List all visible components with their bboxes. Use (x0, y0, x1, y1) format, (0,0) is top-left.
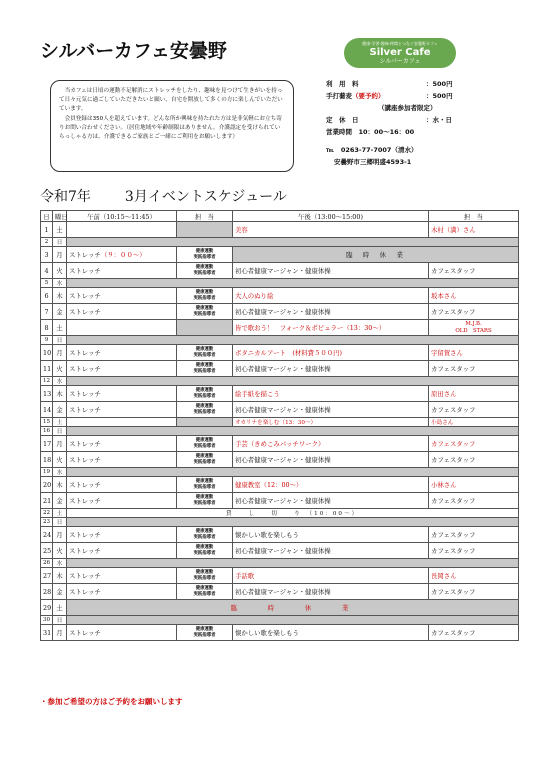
morning-staff-cell (177, 527, 233, 543)
weekday-cell: 日 (53, 616, 67, 625)
table-row (41, 402, 519, 418)
morning-activity: ストレッチ (69, 251, 101, 259)
day-cell: 7 (41, 304, 53, 320)
weekday-cell: 水 (53, 377, 67, 386)
schedule-heading (40, 186, 287, 206)
morning-cell (67, 527, 177, 543)
schedule-body (41, 222, 519, 641)
weekday-cell: 木 (53, 288, 67, 304)
morning-staff-cell (177, 568, 233, 584)
weekday-cell: 月 (53, 345, 67, 361)
morning-cell (67, 493, 177, 509)
header-morning: 午前（10:15～11:45） (67, 211, 177, 222)
table-row (41, 493, 519, 509)
morning-cell (67, 568, 177, 584)
table-row (41, 427, 519, 436)
header-morning-staff: 担 当 (177, 211, 233, 222)
instructor-label: 実践指導者 (193, 459, 216, 465)
weekday-cell: 火 (53, 543, 67, 559)
day-cell: 14 (41, 402, 53, 418)
afternoon-staff-cell: カフェスタッフ (429, 493, 519, 509)
morning-activity: ストレッチ (69, 456, 101, 464)
weekday-cell: 水 (53, 279, 67, 288)
instructor-label: 実践指導者 (193, 270, 216, 276)
afternoon-cell: 初心者健康マージャン・健康体操 (233, 402, 429, 418)
day-cell: 18 (41, 452, 53, 468)
closed-cell (67, 279, 519, 288)
instructor-label: 健康運動 (195, 494, 214, 500)
weekday-cell: 土 (53, 222, 67, 238)
weekday-cell: 土 (53, 418, 67, 427)
weekday-cell: 月 (53, 527, 67, 543)
day-cell: 2 (41, 238, 53, 247)
holiday-label: 定 休 日 (326, 116, 359, 124)
closed-cell (67, 616, 519, 625)
silver-cafe-logo (344, 38, 456, 68)
day-cell: 9 (41, 336, 53, 345)
morning-staff-cell (177, 402, 233, 418)
logo-tagline: 健康·学習·趣味·仲間とつなぐ安曇野カフェ (362, 41, 438, 46)
table-row (41, 222, 519, 238)
instructor-label: 実践指導者 (193, 409, 216, 415)
morning-cell (67, 584, 177, 600)
instructor-label: 実践指導者 (193, 575, 216, 581)
afternoon-staff-cell: カフェスタッフ (429, 527, 519, 543)
weekday-cell: 木 (53, 568, 67, 584)
instructor-label: 健康運動 (195, 569, 214, 575)
afternoon-cell: オカリナを楽しむ（13：30～） (233, 418, 429, 427)
day-cell: 25 (41, 543, 53, 559)
morning-cell (67, 345, 177, 361)
weekday-cell: 木 (53, 386, 67, 402)
heading-month: 3月イベントスケジュール (124, 189, 287, 205)
day-cell: 22 (41, 509, 53, 518)
table-row (41, 600, 519, 616)
afternoon-staff-cell: 木村（満）さん (429, 222, 519, 238)
instructor-label: 実践指導者 (193, 311, 216, 317)
intro-box (50, 80, 294, 172)
afternoon-staff-cell: カフェスタッフ (429, 402, 519, 418)
day-cell: 15 (41, 418, 53, 427)
afternoon-staff-cell: カフェスタッフ (429, 304, 519, 320)
morning-time-note: （９：００～） (100, 251, 146, 259)
day-cell: 17 (41, 436, 53, 452)
table-header-row (41, 211, 519, 222)
afternoon-cell: 初心者健康マージャン・健康体操 (233, 452, 429, 468)
weekday-cell: 金 (53, 584, 67, 600)
staff-line: M.J.B. (465, 320, 482, 327)
afternoon-cell: 初心者健康マージャン・健康体操 (233, 304, 429, 320)
day-cell: 3 (41, 247, 53, 263)
morning-cell (67, 263, 177, 279)
afternoon-staff-cell: 小林さん (429, 477, 519, 493)
weekday-cell: 火 (53, 452, 67, 468)
instructor-label: 健康運動 (195, 403, 214, 409)
header-afternoon-staff: 担 当 (429, 211, 519, 222)
day-cell: 8 (41, 320, 53, 336)
day-cell: 16 (41, 427, 53, 436)
business-hours: 営業時間 10：00～16：00 (326, 128, 415, 136)
weekday-cell: 月 (53, 247, 67, 263)
instructor-label: 健康運動 (195, 362, 214, 368)
afternoon-cell: 初心者健康マージャン・健康体操 (233, 493, 429, 509)
closed-cell (67, 559, 519, 568)
morning-staff-cell (177, 247, 233, 263)
morning-staff-cell (177, 361, 233, 377)
weekday-cell: 金 (53, 402, 67, 418)
instructor-label: 健康運動 (195, 453, 214, 459)
day-cell: 13 (41, 386, 53, 402)
afternoon-cell: ボタニカルアート (材料費５００円) (233, 345, 429, 361)
closed-cell (67, 427, 519, 436)
closed-cell (67, 336, 519, 345)
table-row (41, 263, 519, 279)
table-row (41, 377, 519, 386)
weekday-cell: 土 (53, 509, 67, 518)
instructor-label: 実践指導者 (193, 254, 216, 260)
day-cell: 4 (41, 263, 53, 279)
header-day: 日 (41, 211, 53, 222)
afternoon-cell: 手芸（きめこみパッチワーク） (233, 436, 429, 452)
table-row (41, 288, 519, 304)
instructor-label: 実践指導者 (193, 484, 216, 490)
instructor-label: 健康運動 (195, 305, 214, 311)
morning-activity: ストレッチ (69, 629, 101, 637)
weekday-cell: 月 (53, 436, 67, 452)
morning-staff-cell (177, 418, 233, 427)
afternoon-staff-cell: 原田さん (429, 386, 519, 402)
morning-staff-cell (177, 263, 233, 279)
logo-english: Silver Cafe (369, 47, 431, 58)
morning-activity: ストレッチ (69, 349, 101, 357)
afternoon-staff-cell: 坂本さん (429, 288, 519, 304)
day-cell: 29 (41, 600, 53, 616)
morning-staff-cell (177, 304, 233, 320)
table-row (41, 386, 519, 402)
day-cell: 19 (41, 468, 53, 477)
soba-value: ：500円 (426, 92, 453, 100)
instructor-label: 健康運動 (195, 387, 214, 393)
afternoon-cell: 美容 (233, 222, 429, 238)
afternoon-cell: 懐かしい歌を楽しもう (233, 625, 429, 641)
afternoon-cell: 初心者健康マージャン・健康体操 (233, 584, 429, 600)
day-cell: 24 (41, 527, 53, 543)
address: 安曇野市三郷明盛4593-1 (334, 158, 412, 166)
weekday-cell: 土 (53, 320, 67, 336)
morning-staff-cell (177, 386, 233, 402)
morning-activity: ストレッチ (69, 572, 101, 580)
table-row (41, 527, 519, 543)
table-row (41, 345, 519, 361)
day-cell: 28 (41, 584, 53, 600)
soba-label: 手打蕎麦 (326, 92, 352, 100)
day-cell: 31 (41, 625, 53, 641)
afternoon-cell: 絵手紙を描こう (233, 386, 429, 402)
table-row (41, 336, 519, 345)
morning-cell (67, 625, 177, 641)
morning-activity: ストレッチ (69, 267, 101, 275)
day-cell: 26 (41, 559, 53, 568)
table-row (41, 584, 519, 600)
schedule-table (40, 210, 519, 641)
intro-paragraph-1: 当カフェは日頃の運動不足解消にストレッチをしたり、趣味を見つけて生きがいを持って日々元気に過ごしていただきたいと願い、自宅を開放して多くの方に楽しんでいただいています。 (59, 88, 283, 113)
afternoon-cell: 皆で歌おう！ フォーク＆ポピュラー（13：30～） (233, 320, 429, 336)
staff-line: OLD STARS (455, 327, 492, 334)
instructor-label: 実践指導者 (193, 500, 216, 506)
table-row (41, 477, 519, 493)
day-cell: 30 (41, 616, 53, 625)
table-row (41, 361, 519, 377)
morning-staff-cell (177, 584, 233, 600)
table-row (41, 616, 519, 625)
weekday-cell: 火 (53, 361, 67, 377)
header-weekday: 曜日 (53, 211, 67, 222)
instructor-label: 健康運動 (195, 289, 214, 295)
morning-activity: ストレッチ (69, 440, 101, 448)
full-closed-cell: 臨 時 休 業 (67, 600, 519, 616)
afternoon-staff-cell: カフェスタッフ (429, 452, 519, 468)
table-row (41, 279, 519, 288)
weekday-cell: 木 (53, 477, 67, 493)
closed-cell (67, 518, 519, 527)
table-row (41, 247, 519, 263)
closed-cell (67, 238, 519, 247)
morning-cell (67, 402, 177, 418)
weekday-cell: 水 (53, 468, 67, 477)
closed-cell (67, 468, 519, 477)
weekday-cell: 火 (53, 263, 67, 279)
morning-cell (67, 361, 177, 377)
morning-cell (67, 304, 177, 320)
fee-value: ：500円 (426, 80, 453, 88)
instructor-label: 実践指導者 (193, 591, 216, 597)
instructor-label: 実践指導者 (193, 295, 216, 301)
day-cell: 27 (41, 568, 53, 584)
instructor-label: 実践指導者 (193, 368, 216, 374)
heading-era: 令和7年 (40, 189, 91, 205)
instructor-label: 健康運動 (195, 528, 214, 534)
instructor-label: 実践指導者 (193, 632, 216, 638)
day-cell: 20 (41, 477, 53, 493)
afternoon-cell: 初心者健康マージャン・健康体操 (233, 543, 429, 559)
table-row (41, 625, 519, 641)
instructor-label: 健康運動 (195, 437, 214, 443)
morning-cell (67, 320, 177, 336)
afternoon-cell: 初心者健康マージャン・健康体操 (233, 361, 429, 377)
morning-cell (67, 418, 177, 427)
morning-cell (67, 436, 177, 452)
morning-cell (67, 452, 177, 468)
morning-activity: ストレッチ (69, 365, 101, 373)
day-cell: 6 (41, 288, 53, 304)
instructor-label: 健康運動 (195, 626, 214, 632)
instructor-label: 健康運動 (195, 264, 214, 270)
table-row (41, 468, 519, 477)
instructor-label: 健康運動 (195, 544, 214, 550)
morning-activity: ストレッチ (69, 308, 101, 316)
weekday-cell: 金 (53, 304, 67, 320)
instructor-label: 健康運動 (195, 585, 214, 591)
weekday-cell: 金 (53, 493, 67, 509)
morning-staff-cell (177, 543, 233, 559)
weekday-cell: 土 (53, 600, 67, 616)
morning-staff-cell (177, 452, 233, 468)
morning-activity: ストレッチ (69, 588, 101, 596)
afternoon-staff-cell: カフェスタッフ (429, 625, 519, 641)
instructor-label: 健康運動 (195, 478, 214, 484)
instructor-label: 実践指導者 (193, 352, 216, 358)
afternoon-staff-cell: カフェスタッフ (429, 361, 519, 377)
morning-staff-cell (177, 222, 233, 238)
instructor-label: 健康運動 (195, 248, 214, 254)
morning-cell (67, 386, 177, 402)
closed-cell (67, 377, 519, 386)
table-row (41, 436, 519, 452)
morning-staff-cell (177, 288, 233, 304)
afternoon-cell: 懐かしい歌を楽しもう (233, 527, 429, 543)
morning-staff-cell (177, 493, 233, 509)
morning-cell (67, 543, 177, 559)
afternoon-cell: 手話歌 (233, 568, 429, 584)
day-cell: 5 (41, 279, 53, 288)
weekday-cell: 日 (53, 238, 67, 247)
morning-cell (67, 222, 177, 238)
table-row (41, 509, 519, 518)
table-row (41, 418, 519, 427)
morning-cell (67, 247, 177, 263)
morning-staff-cell (177, 320, 233, 336)
morning-staff-cell (177, 477, 233, 493)
instructor-label: 実践指導者 (193, 393, 216, 399)
intro-paragraph-2: 会員登録は350人を超えています。どんな所か興味を持たれた方は是非気軽にお立ち寄りお問い合わせください。（居住地域や年齢制限はありません。介護認定を受けられていらっしゃる方は、介護できるご家族とご一緒にご利用をお願いします） (59, 115, 282, 141)
afternoon-staff-cell (429, 320, 519, 336)
soba-reserve: （要予約） (352, 92, 385, 100)
weekday-cell: 水 (53, 559, 67, 568)
table-row (41, 518, 519, 527)
weekday-cell: 日 (53, 518, 67, 527)
header-afternoon: 午後（13:00～15:00) (233, 211, 429, 222)
instructor-label: 実践指導者 (193, 443, 216, 449)
instructor-label: 実践指導者 (193, 534, 216, 540)
afternoon-staff-cell: カフェスタッフ (429, 584, 519, 600)
day-cell: 23 (41, 518, 53, 527)
afternoon-staff-cell: 長岡さん (429, 568, 519, 584)
weekday-cell: 月 (53, 625, 67, 641)
table-row (41, 559, 519, 568)
day-cell: 1 (41, 222, 53, 238)
telephone: ℡ 0263-77-7007（清水） (326, 146, 418, 154)
morning-activity: ストレッチ (69, 481, 101, 489)
soba-note: （講座参加者限定） (378, 104, 437, 112)
morning-activity: ストレッチ (69, 292, 101, 300)
afternoon-cell: 初心者健康マージャン・健康体操 (233, 263, 429, 279)
instructor-label: 健康運動 (195, 346, 214, 352)
afternoon-staff-cell: カフェスタッフ (429, 543, 519, 559)
table-row (41, 320, 519, 336)
day-cell: 21 (41, 493, 53, 509)
afternoon-staff-cell: 宇留賀さん (429, 345, 519, 361)
day-cell: 10 (41, 345, 53, 361)
afternoon-cell: 大人のぬり絵 (233, 288, 429, 304)
afternoon-cell: 健康教室（12：00～） (233, 477, 429, 493)
morning-staff-cell (177, 625, 233, 641)
morning-cell (67, 288, 177, 304)
weekday-cell: 日 (53, 427, 67, 436)
table-row (41, 304, 519, 320)
holiday-value: ：水・日 (426, 116, 452, 124)
afternoon-staff-cell: カフェスタッフ (429, 263, 519, 279)
reservation-note: ・参加ご希望の方はご予約をお願いします (40, 697, 183, 706)
morning-staff-cell (177, 436, 233, 452)
info-panel (326, 78, 526, 168)
page-title: シルバーカフェ安曇野 (40, 40, 227, 62)
day-cell: 11 (41, 361, 53, 377)
weekday-cell: 日 (53, 336, 67, 345)
morning-activity: ストレッチ (69, 390, 101, 398)
day-cell: 12 (41, 377, 53, 386)
logo-japanese: シルバーカフェ (379, 58, 421, 65)
fee-label: 利 用 料 (326, 80, 359, 88)
morning-staff-cell (177, 345, 233, 361)
morning-activity: ストレッチ (69, 531, 101, 539)
table-row (41, 543, 519, 559)
morning-cell (67, 477, 177, 493)
table-row (41, 568, 519, 584)
afternoon-staff-cell: カフェスタッフ (429, 436, 519, 452)
morning-activity: ストレッチ (69, 406, 101, 414)
table-row (41, 238, 519, 247)
table-row (41, 452, 519, 468)
morning-activity: ストレッチ (69, 497, 101, 505)
charter-cell: 貸 し 切 り （10：00～） (67, 509, 519, 518)
closed-banner-cell: 臨 時 休 業 (233, 247, 519, 263)
afternoon-staff-cell: 小島さん (429, 418, 519, 427)
morning-activity: ストレッチ (69, 547, 101, 555)
instructor-label: 実践指導者 (193, 550, 216, 556)
